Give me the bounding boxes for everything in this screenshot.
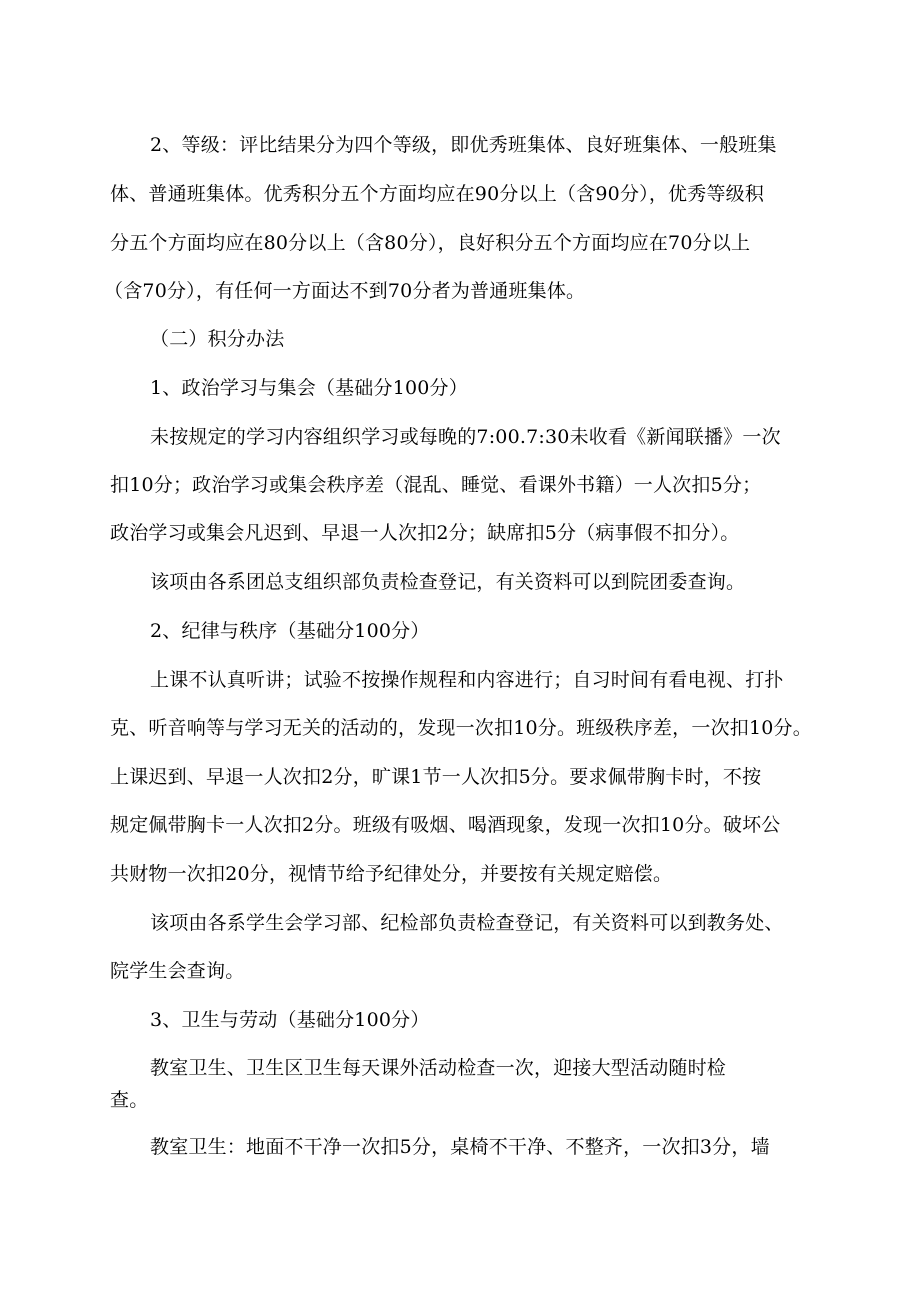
section-heading-scoring: （二）积分办法 <box>150 328 285 350</box>
text-line-politics-2: 扣10分；政治学习或集会秩序差（混乱、睡觉、看课外书籍）一人次扣5分； <box>110 474 762 496</box>
text-line-grade-2: 体、普通班集体。优秀积分五个方面均应在90分以上（含90分），优秀等级积 <box>110 183 765 205</box>
text-line-discipline-3: 上课迟到、早退一人次扣2分，旷课1节一人次扣5分。要求佩带胸卡时，不按 <box>110 766 762 788</box>
text-line-politics-3: 政治学习或集会凡迟到、早退一人次扣2分；缺席扣5分（病事假不扣分）。 <box>110 522 740 544</box>
text-line-hygiene-2: 查。 <box>110 1089 149 1111</box>
text-line-grade-1: 2、等级：评比结果分为四个等级，即优秀班集体、良好班集体、一般班集 <box>150 134 777 156</box>
text-line-grade-4: （含70分），有任何一方面达不到70分者为普通班集体。 <box>104 280 586 302</box>
text-line-hygiene-1: 教室卫生、卫生区卫生每天课外活动检查一次，迎接大型活动随时检 <box>150 1057 727 1079</box>
text-line-discipline-2: 克、听音响等与学习无关的活动的，发现一次扣10分。班级秩序差，一次扣10分。 <box>110 717 812 739</box>
text-line-politics-note: 该项由各系团总支组织部负责检查登记，有关资料可以到院团委查询。 <box>150 571 746 593</box>
subheading-discipline: 2、纪律与秩序（基础分100分） <box>150 620 430 642</box>
text-line-discipline-1: 上课不认真听讲；试验不按操作规程和内容进行；自习时间有看电视、打扑 <box>150 669 784 691</box>
text-line-grade-3: 分五个方面均应在80分以上（含80分），良好积分五个方面均应在70分以上 <box>110 232 751 254</box>
text-line-politics-1: 未按规定的学习内容组织学习或每晚的7:00.7:30未收看《新闻联播》一次 <box>150 426 781 448</box>
text-line-discipline-4: 规定佩带胸卡一人次扣2分。班级有吸烟、喝酒现象，发现一次扣10分。破坏公 <box>110 814 781 836</box>
subheading-hygiene: 3、卫生与劳动（基础分100分） <box>150 1009 430 1031</box>
text-line-discipline-note-1: 该项由各系学生会学习部、纪检部负责检查登记，有关资料可以到教务处、 <box>150 912 784 934</box>
text-line-discipline-note-2: 院学生会查询。 <box>110 960 245 982</box>
text-line-discipline-5: 共财物一次扣20分，视情节给予纪律处分，并要按有关规定赔偿。 <box>110 863 673 885</box>
subheading-politics: 1、政治学习与集会（基础分100分） <box>150 377 468 399</box>
text-line-hygiene-3: 教室卫生：地面不干净一次扣5分，桌椅不干净、不整齐，一次扣3分，墙 <box>150 1136 770 1158</box>
